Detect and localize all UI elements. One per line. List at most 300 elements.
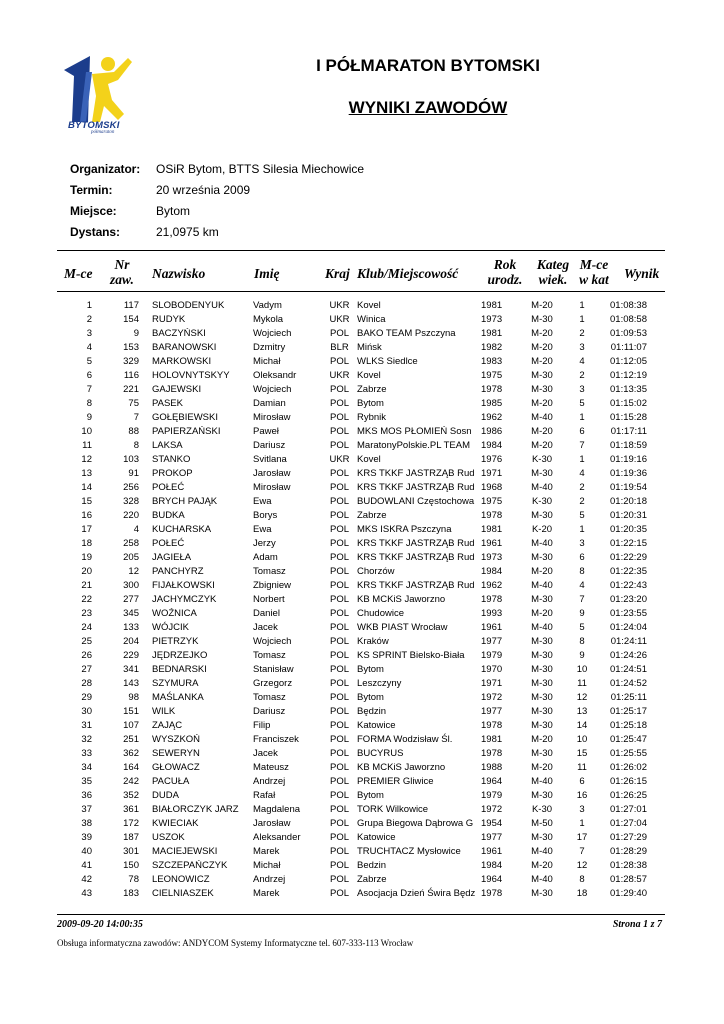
- cell-category-place: 2: [579, 328, 585, 339]
- cell-result: 01:15:28: [610, 412, 647, 423]
- table-row: [57, 467, 647, 481]
- table-row: [57, 523, 647, 537]
- cell-category-place: 6: [579, 776, 585, 787]
- cell-place: 5: [86, 356, 92, 367]
- header-catplace-line1: M-ce: [579, 257, 609, 272]
- cell-surname: FIJAŁKOWSKI: [152, 580, 215, 591]
- cell-club: Będzin: [357, 706, 387, 717]
- cell-year: 1976: [481, 454, 503, 465]
- cell-year: 1975: [481, 370, 503, 381]
- cell-result: 01:20:18: [610, 496, 647, 507]
- cell-firstname: Mateusz: [253, 762, 289, 773]
- cell-category: K-20: [531, 524, 553, 535]
- cell-year: 1985: [481, 398, 503, 409]
- cell-bib: 328: [123, 496, 139, 507]
- cell-country: POL: [329, 678, 349, 689]
- cell-place: 22: [81, 594, 92, 605]
- cell-country: UKR: [329, 300, 350, 311]
- table-row: [57, 691, 647, 705]
- cell-surname: MARKOWSKI: [152, 356, 212, 367]
- cell-category: K-30: [531, 454, 553, 465]
- cell-club: KS SPRINT Bielsko-Biała: [357, 650, 465, 661]
- cell-result: 01:23:20: [610, 594, 647, 605]
- cell-category: M-20: [531, 566, 553, 577]
- cell-bib: 8: [133, 440, 139, 451]
- cell-place: 13: [81, 468, 92, 479]
- cell-year: 1962: [481, 580, 503, 591]
- cell-bib: 220: [123, 510, 139, 521]
- cell-country: UKR: [329, 454, 350, 465]
- cell-surname: ZAJĄC: [152, 720, 183, 731]
- cell-bib: 242: [123, 776, 139, 787]
- cell-bib: 7: [133, 412, 139, 423]
- logo-subtext: półmaraton: [91, 130, 115, 135]
- header-year: [486, 257, 524, 287]
- cell-year: 1961: [481, 622, 503, 633]
- cell-result: 01:26:15: [610, 776, 647, 787]
- cell-place: 29: [81, 692, 92, 703]
- table-row: [57, 313, 647, 327]
- cell-club: Asocjacja Dzień Świra Będz: [357, 888, 476, 899]
- cell-year: 1978: [481, 748, 503, 759]
- cell-place: 24: [81, 622, 92, 633]
- cell-firstname: Mirosław: [253, 482, 291, 493]
- cell-category-place: 2: [579, 496, 585, 507]
- cell-category: M-20: [531, 328, 553, 339]
- table-row: [57, 565, 647, 579]
- cell-year: 1977: [481, 832, 503, 843]
- cell-club: Zabrze: [357, 874, 387, 885]
- cell-club: Bytom: [357, 664, 384, 675]
- table-row: [57, 439, 647, 453]
- cell-place: 2: [86, 314, 92, 325]
- cell-firstname: Borys: [253, 510, 278, 521]
- cell-bib: 154: [123, 314, 139, 325]
- cell-club: TORK Wilkowice: [357, 804, 429, 815]
- cell-firstname: Oleksandr: [253, 370, 297, 381]
- cell-category-place: 5: [579, 510, 585, 521]
- cell-place: 10: [81, 426, 92, 437]
- table-row: [57, 803, 647, 817]
- cell-club: MKS MOS PŁOMIEŃ Sosn: [357, 426, 472, 437]
- header-country: Kraj: [325, 266, 350, 281]
- cell-place: 38: [81, 818, 92, 829]
- cell-country: POL: [329, 524, 349, 535]
- cell-category-place: 3: [579, 384, 585, 395]
- cell-surname: LEONOWICZ: [152, 874, 210, 885]
- cell-year: 1961: [481, 846, 503, 857]
- cell-club: Kraków: [357, 636, 389, 647]
- cell-result: 01:13:35: [610, 384, 647, 395]
- table-row: [57, 649, 647, 663]
- cell-result: 01:27:29: [610, 832, 647, 843]
- cell-place: 31: [81, 720, 92, 731]
- cell-firstname: Stanisław: [253, 664, 294, 675]
- cell-club: KRS TKKF JASTRZĄB Rud: [357, 580, 475, 591]
- cell-firstname: Dzmitry: [253, 342, 286, 353]
- cell-category: M-30: [531, 314, 553, 325]
- cell-club: FORMA Wodzisław Śl.: [357, 734, 453, 745]
- cell-country: POL: [329, 832, 349, 843]
- header-bib-line2: zaw.: [110, 272, 134, 287]
- cell-place: 6: [86, 370, 92, 381]
- cell-place: 12: [81, 454, 92, 465]
- header-top-rule: [57, 250, 665, 251]
- cell-category-place: 1: [579, 314, 585, 325]
- cell-firstname: Jerzy: [253, 538, 276, 549]
- cell-category-place: 11: [577, 762, 587, 773]
- cell-category-place: 6: [579, 426, 585, 437]
- cell-category-place: 2: [579, 482, 585, 493]
- cell-category: M-40: [531, 412, 553, 423]
- cell-category-place: 11: [577, 678, 587, 689]
- cell-surname: WÓJCIK: [152, 622, 189, 633]
- info-label: Miejsce:: [70, 204, 117, 218]
- header-bottom-rule: [57, 291, 665, 292]
- cell-place: 20: [81, 566, 92, 577]
- cell-country: POL: [329, 790, 349, 801]
- footer-rule: [57, 914, 665, 915]
- cell-bib: 329: [123, 356, 139, 367]
- cell-result: 01:26:25: [610, 790, 647, 801]
- cell-year: 1988: [481, 762, 503, 773]
- cell-category-place: 9: [579, 608, 585, 619]
- cell-bib: 116: [123, 370, 139, 381]
- cell-firstname: Vadym: [253, 300, 282, 311]
- cell-place: 35: [81, 776, 92, 787]
- table-row: [57, 383, 647, 397]
- cell-bib: 256: [123, 482, 139, 493]
- cell-country: POL: [329, 566, 349, 577]
- cell-bib: 107: [123, 720, 139, 731]
- cell-category: M-20: [531, 342, 553, 353]
- header-category-line2: wiek.: [538, 272, 568, 287]
- cell-firstname: Michał: [253, 356, 281, 367]
- cell-country: POL: [329, 748, 349, 759]
- table-row: [57, 355, 647, 369]
- cell-category-place: 3: [579, 538, 585, 549]
- cell-surname: JĘDRZEJKO: [152, 650, 208, 661]
- cell-place: 43: [81, 888, 92, 899]
- cell-firstname: Zbigniew: [253, 580, 292, 591]
- cell-bib: 204: [123, 636, 139, 647]
- cell-surname: SZCZEPAŃCZYK: [152, 860, 228, 871]
- info-value: OSiR Bytom, BTTS Silesia Miechowice: [156, 162, 365, 176]
- cell-result: 01:11:07: [610, 342, 647, 353]
- cell-place: 7: [86, 384, 92, 395]
- cell-year: 1981: [481, 328, 503, 339]
- cell-year: 1978: [481, 720, 503, 731]
- cell-surname: GŁOWACZ: [152, 762, 200, 773]
- cell-country: POL: [329, 622, 349, 633]
- cell-firstname: Mykola: [253, 314, 284, 325]
- table-row: [57, 607, 647, 621]
- info-label: Termin:: [70, 183, 113, 197]
- cell-category-place: 4: [579, 356, 585, 367]
- cell-club: Mińsk: [357, 342, 382, 353]
- cell-category: M-30: [531, 468, 553, 479]
- cell-bib: 103: [123, 454, 139, 465]
- cell-bib: 205: [123, 552, 139, 563]
- cell-result: 01:22:43: [610, 580, 647, 591]
- cell-firstname: Ewa: [253, 524, 272, 535]
- cell-result: 01:22:15: [610, 538, 647, 549]
- cell-result: 01:27:04: [610, 818, 647, 829]
- cell-category-place: 6: [579, 552, 585, 563]
- cell-bib: 229: [123, 650, 139, 661]
- cell-year: 1984: [481, 860, 503, 871]
- cell-club: MKS ISKRA Pszczyna: [357, 524, 452, 535]
- cell-country: POL: [329, 664, 349, 675]
- table-row: [57, 747, 647, 761]
- cell-category-place: 10: [576, 734, 588, 745]
- cell-result: 01:08:58: [610, 314, 647, 325]
- cell-category: M-30: [531, 888, 553, 899]
- table-row: [57, 789, 647, 803]
- results-table-body: [57, 299, 647, 901]
- cell-place: 28: [81, 678, 92, 689]
- cell-surname: LAKSA: [152, 440, 183, 451]
- cell-club: WKB PIAST Wrocław: [357, 622, 448, 633]
- cell-firstname: Rafał: [253, 790, 276, 801]
- cell-category: M-40: [531, 538, 553, 549]
- cell-surname: MACIEJEWSKI: [152, 846, 218, 857]
- cell-surname: BEDNARSKI: [152, 664, 207, 675]
- cell-category: M-30: [531, 552, 553, 563]
- cell-year: 1977: [481, 706, 503, 717]
- cell-category-place: 3: [579, 342, 585, 353]
- cell-firstname: Daniel: [253, 608, 280, 619]
- cell-bib: 133: [123, 622, 139, 633]
- cell-year: 1971: [481, 678, 503, 689]
- cell-year: 1979: [481, 790, 503, 801]
- cell-year: 1982: [481, 342, 503, 353]
- cell-club: KRS TKKF JASTRZĄB Rud: [357, 468, 475, 479]
- cell-category-place: 17: [576, 832, 588, 843]
- table-row: [57, 663, 647, 677]
- cell-bib: 153: [123, 342, 139, 353]
- cell-year: 1973: [481, 314, 503, 325]
- cell-surname: SEWERYN: [152, 748, 200, 759]
- cell-firstname: Wojciech: [253, 384, 292, 395]
- cell-category-place: 12: [576, 692, 588, 703]
- cell-club: Bytom: [357, 692, 384, 703]
- cell-firstname: Tomasz: [253, 566, 286, 577]
- cell-bib: 277: [123, 594, 139, 605]
- info-value: 20 września 2009: [156, 183, 251, 197]
- cell-year: 1954: [481, 818, 503, 829]
- table-row: [57, 481, 647, 495]
- table-row: [57, 299, 647, 313]
- cell-bib: 221: [123, 384, 139, 395]
- cell-place: 26: [81, 650, 92, 661]
- cell-surname: WOŹNICA: [152, 608, 197, 619]
- cell-category: M-30: [531, 706, 553, 717]
- cell-year: 1981: [481, 524, 503, 535]
- cell-country: POL: [329, 496, 349, 507]
- cell-year: 1968: [481, 482, 503, 493]
- cell-result: 01:25:11: [610, 692, 647, 703]
- cell-surname: DUDA: [152, 790, 179, 801]
- cell-place: 36: [81, 790, 92, 801]
- cell-club: Bytom: [357, 790, 384, 801]
- cell-category: M-20: [531, 734, 553, 745]
- cell-year: 1984: [481, 440, 503, 451]
- cell-category: M-30: [531, 594, 553, 605]
- cell-category: M-40: [531, 874, 553, 885]
- cell-category: K-30: [531, 496, 553, 507]
- cell-place: 37: [81, 804, 92, 815]
- cell-surname: POŁEĆ: [152, 538, 185, 549]
- cell-result: 01:26:02: [610, 762, 647, 773]
- cell-place: 21: [81, 580, 92, 591]
- cell-firstname: Tomasz: [253, 650, 286, 661]
- cell-place: 18: [81, 538, 92, 549]
- cell-surname: POŁEĆ: [152, 482, 185, 493]
- cell-country: POL: [329, 384, 349, 395]
- cell-country: POL: [329, 608, 349, 619]
- cell-firstname: Filip: [253, 720, 271, 731]
- cell-surname: USZOK: [152, 832, 185, 843]
- cell-category: M-50: [531, 818, 553, 829]
- table-row: [57, 537, 647, 551]
- cell-place: 1: [86, 300, 92, 311]
- cell-place: 11: [82, 440, 92, 451]
- cell-country: POL: [329, 734, 349, 745]
- cell-club: Winica: [357, 314, 386, 325]
- cell-bib: 9: [133, 328, 139, 339]
- cell-year: 1979: [481, 650, 503, 661]
- cell-year: 1978: [481, 510, 503, 521]
- cell-category-place: 5: [579, 398, 585, 409]
- cell-result: 01:22:35: [610, 566, 647, 577]
- cell-country: POL: [329, 692, 349, 703]
- cell-result: 01:08:38: [610, 300, 647, 311]
- cell-firstname: Mirosław: [253, 412, 291, 423]
- cell-club: KRS TKKF JASTRZĄB Rud: [357, 538, 475, 549]
- cell-bib: 361: [123, 804, 139, 815]
- cell-club: Kovel: [357, 454, 381, 465]
- cell-country: POL: [329, 482, 349, 493]
- cell-category: M-30: [531, 678, 553, 689]
- cell-category-place: 10: [576, 664, 588, 675]
- table-row: [57, 411, 647, 425]
- cell-firstname: Paweł: [253, 426, 279, 437]
- info-value: 21,0975 km: [156, 225, 219, 239]
- cell-result: 01:28:29: [610, 846, 647, 857]
- cell-category-place: 16: [576, 790, 588, 801]
- cell-result: 01:24:51: [610, 664, 647, 675]
- cell-firstname: Ewa: [253, 496, 272, 507]
- cell-country: POL: [329, 580, 349, 591]
- table-row: [57, 705, 647, 719]
- cell-category-place: 8: [579, 566, 585, 577]
- cell-firstname: Norbert: [253, 594, 285, 605]
- cell-country: POL: [329, 356, 349, 367]
- cell-result: 01:24:04: [610, 622, 647, 633]
- cell-year: 1978: [481, 384, 503, 395]
- cell-club: Leszczyny: [357, 678, 402, 689]
- cell-place: 4: [86, 342, 92, 353]
- cell-category: M-30: [531, 664, 553, 675]
- header-bib: [108, 257, 136, 287]
- cell-place: 14: [81, 482, 92, 493]
- cell-year: 1971: [481, 468, 503, 479]
- cell-year: 1984: [481, 566, 503, 577]
- cell-bib: 4: [133, 524, 139, 535]
- cell-surname: GOŁĘBIEWSKI: [152, 412, 218, 423]
- cell-bib: 352: [123, 790, 139, 801]
- cell-bib: 78: [128, 874, 139, 885]
- cell-firstname: Dariusz: [253, 706, 286, 717]
- cell-year: 1961: [481, 538, 503, 549]
- cell-category: M-20: [531, 440, 553, 451]
- cell-bib: 164: [123, 762, 139, 773]
- table-row: [57, 831, 647, 845]
- cell-category: M-40: [531, 482, 553, 493]
- cell-category: M-30: [531, 636, 553, 647]
- cell-firstname: Tomasz: [253, 692, 286, 703]
- cell-bib: 341: [123, 664, 139, 675]
- cell-category: M-20: [531, 426, 553, 437]
- cell-category-place: 1: [579, 818, 585, 829]
- cell-bib: 98: [128, 692, 139, 703]
- cell-club: Kovel: [357, 370, 381, 381]
- cell-result: 01:24:52: [610, 678, 647, 689]
- cell-surname: PACUŁA: [152, 776, 190, 787]
- cell-year: 1972: [481, 804, 503, 815]
- cell-category-place: 3: [579, 804, 585, 815]
- cell-club: PREMIER Gliwice: [357, 776, 434, 787]
- cell-surname: HOLOVNYTSKYY: [152, 370, 230, 381]
- cell-category: M-20: [531, 398, 553, 409]
- cell-club: MaratonyPolskie.PL TEAM: [357, 440, 470, 451]
- cell-bib: 12: [128, 566, 139, 577]
- cell-country: POL: [329, 636, 349, 647]
- cell-firstname: Jarosław: [253, 468, 291, 479]
- cell-place: 25: [81, 636, 92, 647]
- cell-country: POL: [329, 720, 349, 731]
- cell-bib: 251: [123, 734, 139, 745]
- cell-firstname: Damian: [253, 398, 286, 409]
- cell-place: 23: [81, 608, 92, 619]
- cell-category-place: 2: [579, 370, 585, 381]
- cell-surname: PAPIERZAŃSKI: [152, 426, 221, 437]
- cell-firstname: Grzegorz: [253, 678, 293, 689]
- cell-place: 19: [81, 552, 92, 563]
- cell-year: 1978: [481, 888, 503, 899]
- cell-club: Katowice: [357, 720, 396, 731]
- cell-surname: PASEK: [152, 398, 183, 409]
- cell-country: POL: [329, 510, 349, 521]
- cell-club: Bytom: [357, 398, 384, 409]
- cell-category: K-30: [531, 804, 553, 815]
- cell-category: M-40: [531, 776, 553, 787]
- cell-category-place: 15: [576, 748, 588, 759]
- cell-category: M-40: [531, 580, 553, 591]
- results-title: WYNIKI ZAWODÓW: [348, 98, 508, 117]
- cell-club: Chudowice: [357, 608, 404, 619]
- cell-bib: 301: [123, 846, 139, 857]
- cell-result: 01:19:36: [610, 468, 647, 479]
- cell-result: 01:24:11: [610, 636, 647, 647]
- cell-category: M-30: [531, 720, 553, 731]
- cell-year: 1981: [481, 300, 503, 311]
- cell-year: 1962: [481, 412, 503, 423]
- cell-result: 01:25:47: [610, 734, 647, 745]
- info-value: Bytom: [156, 204, 191, 218]
- cell-year: 1972: [481, 692, 503, 703]
